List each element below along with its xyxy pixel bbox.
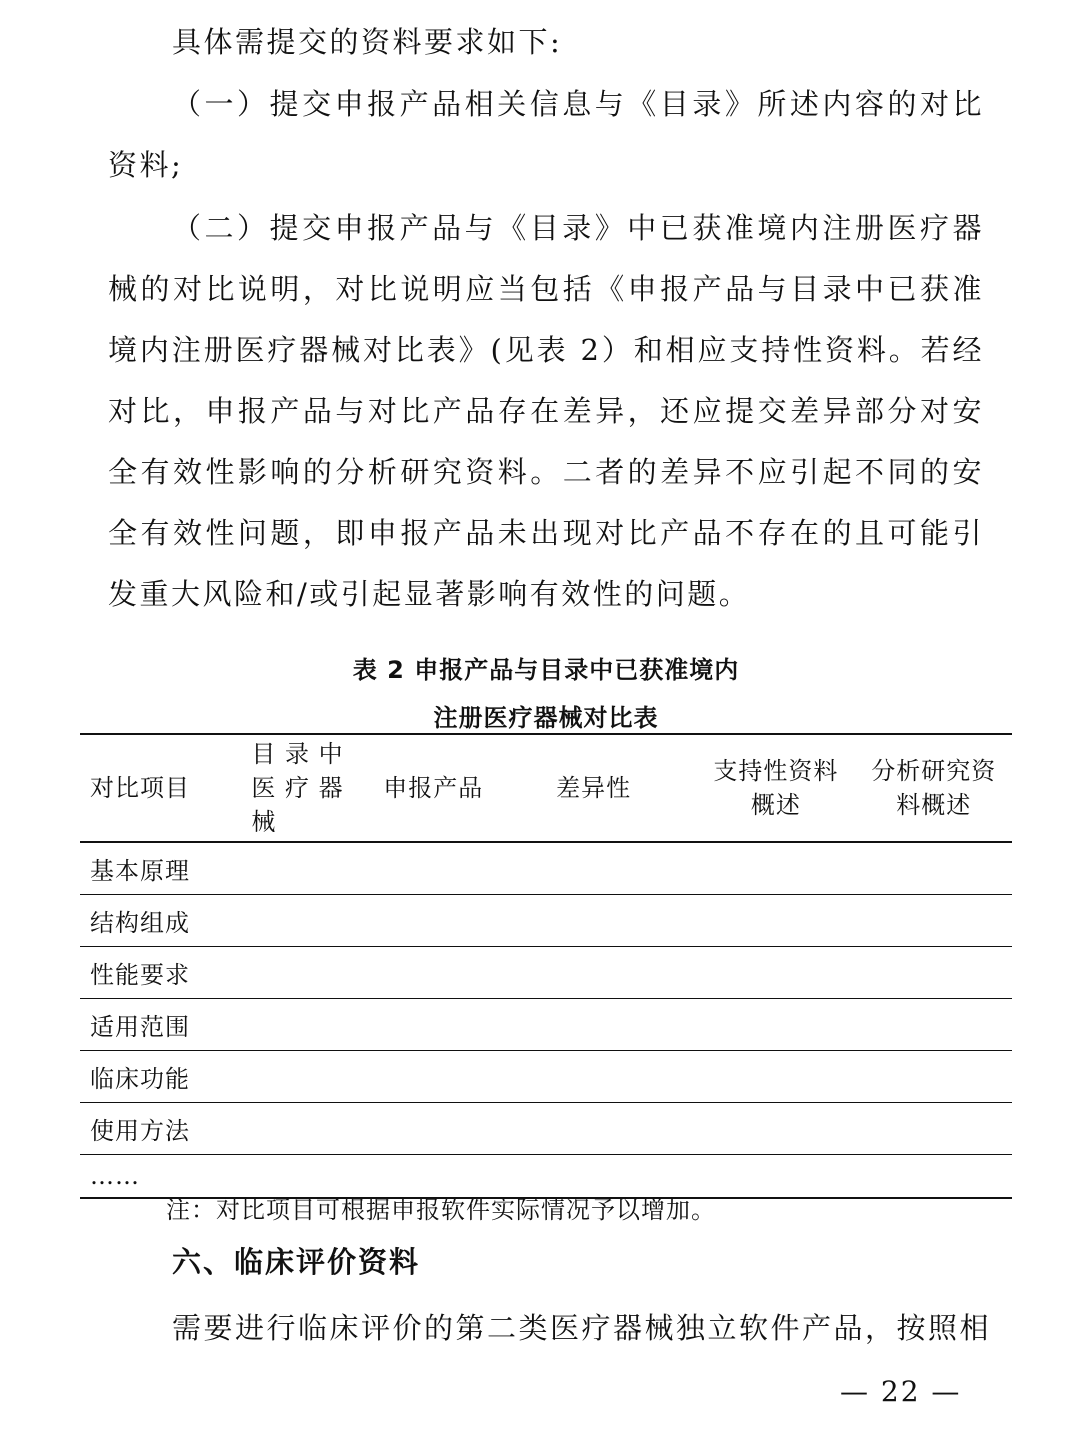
table-row <box>80 1102 1012 1154</box>
header-compare-item: 对比项目 <box>90 774 190 802</box>
table-row <box>80 894 1012 946</box>
comparison-table <box>80 733 1012 1199</box>
header-difference: 差异性 <box>556 774 632 802</box>
item-one-paragraph: （一）提交申报产品相关信息与《目录》所述内容的对比资料; <box>108 87 984 182</box>
header-declared-product: 申报产品 <box>383 774 484 802</box>
header-analysis-data: 分析研究资料概述 <box>871 757 997 819</box>
table-caption-line-2: 注册医疗器械对比表 <box>433 704 659 732</box>
row-label: 适用范围 <box>90 1012 190 1041</box>
header-supporting-data: 支持性资料概述 <box>713 757 839 819</box>
row-label: 基本原理 <box>90 856 190 885</box>
table-caption-line-1: 表 2 申报产品与目录中已获准境内 <box>352 656 740 684</box>
table-note: 注：对比项目可根据申报软件实际情况予以增加。 <box>166 1196 716 1224</box>
table-row <box>80 1050 1012 1102</box>
table-row <box>80 842 1012 894</box>
intro-paragraph: 具体需提交的资料要求如下: <box>172 25 563 59</box>
row-label: 结构组成 <box>90 908 190 937</box>
row-label: 使用方法 <box>90 1116 190 1145</box>
table-row <box>80 946 1012 998</box>
header-catalog-device: 目 录 中 医 疗 器 械 <box>251 740 344 836</box>
section-heading: 六、临床评价资料 <box>172 1245 421 1279</box>
row-label: 临床功能 <box>90 1064 190 1093</box>
row-label: 性能要求 <box>90 960 190 989</box>
page-number: — 22 — <box>840 1375 962 1408</box>
table-row <box>80 998 1012 1050</box>
row-label-ellipsis: …… <box>90 1161 140 1190</box>
table-header-row <box>80 734 1012 842</box>
item-two-paragraph: （二）提交申报产品与《目录》中已获准境内注册医疗器械的对比说明，对比说明应当包括《申报产品与目录中已获准境内注册医疗器械对比表》(见表 2）和相应支持性资料。若经对比，申报产品与对比产品存在差异，还应提交差异部分对安全有效性影响的分析研究资料。二者的差异不应引起不同的安全有效性问题，即申报产品未出现对比产品不存在的且可能引发重大风险和/或引起显著影响有效性的问题。 <box>108 211 984 611</box>
section-paragraph: 需要进行临床评价的第二类医疗器械独立软件产品，按照相 <box>172 1311 992 1345</box>
